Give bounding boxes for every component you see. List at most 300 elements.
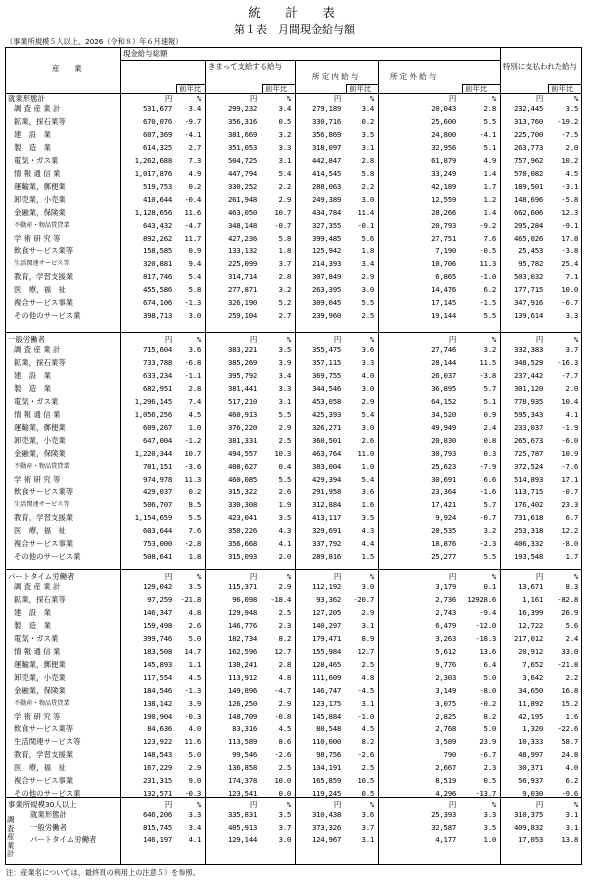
yoy-value: 10.4 bbox=[561, 396, 578, 406]
yoy-value: -18.4 bbox=[270, 594, 291, 604]
yen-value: 129,144 bbox=[227, 835, 257, 845]
yen-value: 315,093 bbox=[227, 552, 257, 562]
yoy-value: 5.4 bbox=[361, 409, 374, 419]
yoy-value: 0.5 bbox=[361, 789, 374, 799]
yen-value: 413,117 bbox=[311, 513, 341, 523]
footnote: 注：産業名については、最終頁の利用上の注意５）を参照。 bbox=[6, 868, 200, 877]
unit-pct: % bbox=[369, 335, 374, 344]
yoy-value: 5.0 bbox=[483, 724, 496, 734]
yen-value: 148,709 bbox=[227, 711, 257, 721]
yen-value: 30,371 bbox=[518, 763, 543, 773]
block-divider bbox=[5, 797, 582, 798]
yen-value: 9,030 bbox=[522, 789, 543, 799]
row-label: 不動産・物品賃貸業 bbox=[14, 221, 70, 229]
yen-value: 9,924 bbox=[435, 513, 456, 523]
yen-value: 13,671 bbox=[518, 582, 543, 591]
row-label: 金融業，保険業 bbox=[14, 448, 66, 458]
yoy-header: 前年比 bbox=[349, 84, 372, 93]
row-label: 電気・ガス業 bbox=[14, 155, 59, 165]
yoy-value: 11.5 bbox=[479, 357, 496, 367]
row-label: 一般労働者 bbox=[30, 822, 67, 832]
yen-value: 381,669 bbox=[227, 129, 257, 139]
yoy-value: 2.6 bbox=[361, 435, 374, 445]
yen-value: 189,501 bbox=[513, 181, 543, 191]
block-title: 事業所規模30人以上 bbox=[8, 800, 77, 809]
yoy-value: 2.5 bbox=[361, 311, 374, 321]
yoy-header: 前年比 bbox=[551, 84, 574, 93]
yoy-value: -7.7 bbox=[561, 370, 578, 380]
yen-value: 115,371 bbox=[227, 582, 257, 591]
yen-value: 165,859 bbox=[311, 776, 341, 786]
row-label: 鉱業，採石業等 bbox=[14, 594, 66, 604]
yoy-value: 0.5 bbox=[483, 776, 496, 786]
yoy-value: 12.3 bbox=[561, 207, 578, 217]
yoy-value: -13.7 bbox=[475, 789, 496, 799]
yoy-value: -1.3 bbox=[184, 685, 201, 695]
yen-value: 347,916 bbox=[513, 298, 543, 308]
yoy-value: 2.0 bbox=[565, 142, 578, 152]
yoy-value: -0.3 bbox=[184, 711, 201, 721]
row-label: 卸売業，小売業 bbox=[14, 672, 66, 682]
yoy-value: 3.3 bbox=[565, 311, 578, 321]
yoy-value: 2.2 bbox=[565, 672, 578, 682]
yen-value: 633,234 bbox=[142, 370, 172, 380]
row-label: 医 療，福 祉 bbox=[14, 526, 66, 536]
yoy-value: -6.0 bbox=[561, 435, 578, 445]
yoy-value: -6.8 bbox=[184, 357, 201, 367]
row-label: 調 査 産 業 計 bbox=[14, 345, 61, 354]
yen-value: 12,559 bbox=[431, 194, 456, 204]
yen-value: 2,825 bbox=[435, 711, 456, 721]
yen-value: 10,706 bbox=[431, 259, 456, 269]
yen-value: 167,229 bbox=[142, 763, 172, 773]
yen-value: 146,197 bbox=[142, 835, 172, 845]
yoy-value: 3.2 bbox=[483, 526, 496, 536]
yoy-value: 10.0 bbox=[274, 776, 291, 786]
row-label: 飲食サービス業等 bbox=[14, 724, 74, 734]
yen-value: 790 bbox=[443, 750, 456, 760]
yoy-value: 1.5 bbox=[361, 552, 374, 562]
yoy-value: 8.9 bbox=[361, 633, 374, 643]
yen-value: 4,296 bbox=[435, 789, 456, 799]
yen-value: 356,869 bbox=[311, 129, 341, 139]
unit-pct: % bbox=[286, 335, 291, 344]
row-label: パートタイム労働者 bbox=[30, 835, 97, 845]
yoy-value: 1.2 bbox=[483, 194, 496, 204]
unit-pct: % bbox=[491, 572, 496, 581]
yen-value: 113,912 bbox=[227, 672, 257, 682]
unit-yen: 円 bbox=[535, 800, 543, 809]
yen-value: 7,190 bbox=[435, 246, 456, 256]
yen-value: 145,893 bbox=[142, 659, 172, 669]
yoy-value: 10.2 bbox=[561, 155, 578, 165]
yoy-value: 1.0 bbox=[483, 835, 496, 845]
unit-yen: 円 bbox=[249, 800, 257, 809]
yen-value: 27,746 bbox=[431, 345, 456, 354]
yen-value: 179,471 bbox=[311, 633, 341, 643]
yoy-value: 3.7 bbox=[361, 822, 374, 832]
yoy-value: 1.8 bbox=[278, 246, 291, 256]
yoy-value: 11.7 bbox=[184, 233, 201, 243]
yen-value: 514,893 bbox=[513, 474, 543, 484]
unit-pct: % bbox=[491, 94, 496, 103]
yoy-value: 26.9 bbox=[561, 607, 578, 617]
yen-value: 117,554 bbox=[142, 672, 172, 682]
yoy-value: 3.7 bbox=[278, 822, 291, 832]
yoy-value: 2.9 bbox=[361, 396, 374, 406]
yen-value: 145,884 bbox=[311, 711, 341, 721]
yoy-value: 0.2 bbox=[361, 116, 374, 126]
yoy-value: 3.5 bbox=[565, 104, 578, 113]
yoy-value: -2.8 bbox=[184, 539, 201, 549]
yen-value: 603,644 bbox=[142, 526, 172, 536]
row-label: 製 造 業 bbox=[14, 142, 51, 152]
side-label: 調査産業計 bbox=[7, 815, 15, 858]
yoy-value: 11.6 bbox=[184, 207, 201, 217]
yen-value: 506,707 bbox=[142, 500, 172, 510]
yen-value: 295,284 bbox=[513, 220, 543, 230]
yen-value: 32,587 bbox=[431, 822, 456, 832]
yoy-value: 23.9 bbox=[479, 737, 496, 747]
yen-value: 249,389 bbox=[311, 194, 341, 204]
unit-yen: 円 bbox=[164, 94, 172, 103]
yen-value: 132,571 bbox=[142, 789, 172, 799]
yoy-value: 1.7 bbox=[565, 552, 578, 562]
yoy-value: 7.1 bbox=[565, 272, 578, 282]
yoy-value: 3.3 bbox=[278, 142, 291, 152]
yen-value: 2,743 bbox=[435, 607, 456, 617]
row-label: 情 報 通 信 業 bbox=[14, 168, 61, 178]
yen-value: 781,151 bbox=[142, 461, 172, 471]
yoy-value: 10.9 bbox=[561, 448, 578, 458]
yoy-value: 8.3 bbox=[565, 582, 578, 591]
yoy-value: 5.5 bbox=[188, 513, 201, 523]
yen-value: 233,037 bbox=[513, 422, 543, 432]
yen-value: 138,142 bbox=[142, 698, 172, 708]
yoy-value: -12.0 bbox=[475, 620, 496, 630]
yoy-value: 1.9 bbox=[278, 500, 291, 510]
yen-value: 113,715 bbox=[513, 487, 543, 497]
yen-value: 409,832 bbox=[513, 822, 543, 832]
yen-value: 217,012 bbox=[513, 633, 543, 643]
yoy-value: 14.7 bbox=[184, 646, 201, 656]
yoy-value: 11.4 bbox=[357, 207, 374, 217]
yoy-value: -1.1 bbox=[184, 370, 201, 380]
row-label: 不動産・物品賃貸業 bbox=[14, 462, 70, 470]
yoy-value: 11.3 bbox=[184, 474, 201, 484]
yen-value: 6,479 bbox=[435, 620, 456, 630]
yoy-value: 8.2 bbox=[278, 633, 291, 643]
yoy-value: 11.6 bbox=[184, 737, 201, 747]
yoy-value: 4.1 bbox=[565, 409, 578, 419]
yen-value: 399,746 bbox=[142, 633, 172, 643]
row-label: 学 術 研 究 等 bbox=[14, 711, 61, 721]
yen-value: 2,768 bbox=[435, 724, 456, 734]
yen-value: 5,612 bbox=[435, 646, 456, 656]
yoy-value: 4.1 bbox=[278, 539, 291, 549]
yen-value: 315,322 bbox=[227, 487, 257, 497]
yen-value: 3,075 bbox=[435, 698, 456, 708]
yen-value: 674,106 bbox=[142, 298, 172, 308]
yen-value: 455,586 bbox=[142, 285, 172, 295]
yoy-value: 3.4 bbox=[278, 370, 291, 380]
yoy-value: 2.0 bbox=[565, 383, 578, 393]
yoy-value: 3.6 bbox=[361, 810, 374, 819]
yoy-value: 3.2 bbox=[278, 129, 291, 139]
yoy-value: 5.5 bbox=[361, 298, 374, 308]
yen-value: 3,589 bbox=[435, 737, 456, 747]
yen-value: 11,892 bbox=[518, 698, 543, 708]
divider bbox=[346, 84, 347, 93]
divider bbox=[205, 60, 500, 61]
yoy-value: 2.8 bbox=[188, 383, 201, 393]
yoy-value: 6.2 bbox=[565, 776, 578, 786]
yen-value: 434,784 bbox=[311, 207, 341, 217]
yoy-value: 16.8 bbox=[561, 685, 578, 695]
yoy-value: 1.6 bbox=[361, 500, 374, 510]
yen-value: 731,618 bbox=[513, 513, 543, 523]
yoy-value: -22.6 bbox=[557, 724, 578, 734]
divider bbox=[548, 84, 549, 93]
yoy-value: 2.2 bbox=[361, 181, 374, 191]
yoy-value: 8.2 bbox=[483, 711, 496, 721]
yoy-value: -4.1 bbox=[479, 129, 496, 139]
yen-value: 24,800 bbox=[431, 129, 456, 139]
yoy-value: -1.3 bbox=[184, 298, 201, 308]
yen-value: 1,262,688 bbox=[134, 155, 172, 165]
yen-value: 30,691 bbox=[431, 474, 456, 484]
yoy-value: 3.1 bbox=[565, 822, 578, 832]
unit-yen: 円 bbox=[333, 94, 341, 103]
yen-value: 289,816 bbox=[311, 552, 341, 562]
yoy-value: 3.5 bbox=[483, 822, 496, 832]
yoy-value: -4.7 bbox=[274, 685, 291, 695]
yen-value: 14,476 bbox=[431, 285, 456, 295]
yoy-value: 3.0 bbox=[188, 311, 201, 321]
yoy-value: 2.5 bbox=[361, 659, 374, 669]
yen-value: 508,641 bbox=[142, 552, 172, 562]
yoy-value: -9.6 bbox=[561, 789, 578, 799]
yoy-value: 2.4 bbox=[565, 633, 578, 643]
unit-pct: % bbox=[196, 800, 201, 809]
yen-value: 310,438 bbox=[311, 810, 341, 819]
yen-value: 25,277 bbox=[431, 552, 456, 562]
yoy-value: 4.1 bbox=[188, 835, 201, 845]
yoy-value: 3.0 bbox=[278, 835, 291, 845]
row-label: 金融業，保険業 bbox=[14, 685, 66, 695]
yoy-value: -9.1 bbox=[561, 220, 578, 230]
yoy-value: -2.6 bbox=[274, 750, 291, 760]
yoy-value: 1.7 bbox=[483, 181, 496, 191]
yoy-value: 17.1 bbox=[561, 474, 578, 484]
yen-value: 80,548 bbox=[316, 724, 341, 734]
yen-value: 190,904 bbox=[142, 711, 172, 721]
yen-value: 385,269 bbox=[227, 357, 257, 367]
yoy-value: 15.2 bbox=[561, 698, 578, 708]
yoy-value: 5.0 bbox=[188, 633, 201, 643]
yen-value: 146,776 bbox=[227, 620, 257, 630]
yen-value: 1,154,659 bbox=[134, 513, 172, 523]
yen-value: 4,177 bbox=[435, 835, 456, 845]
yen-value: 398,713 bbox=[142, 311, 172, 321]
yen-value: 355,475 bbox=[311, 345, 341, 354]
yoy-value: 3.5 bbox=[278, 345, 291, 354]
yen-value: 97,259 bbox=[147, 594, 172, 604]
yoy-value: 2.7 bbox=[278, 311, 291, 321]
yoy-value: 2.5 bbox=[278, 763, 291, 773]
yoy-value: 1.1 bbox=[188, 659, 201, 669]
yoy-value: 3.1 bbox=[278, 396, 291, 406]
yen-value: 17,053 bbox=[518, 835, 543, 845]
unit-yen: 円 bbox=[164, 572, 172, 581]
yoy-value: 2.9 bbox=[188, 763, 201, 773]
row-label: 複合サービス事業 bbox=[14, 776, 74, 786]
contractual-header: きまって支給する給与 bbox=[208, 62, 282, 71]
yoy-value: 3.5 bbox=[188, 582, 201, 591]
yen-value: 3,149 bbox=[435, 685, 456, 695]
yoy-value: 5.5 bbox=[278, 409, 291, 419]
yen-value: 2,736 bbox=[435, 594, 456, 604]
yen-value: 146,347 bbox=[142, 607, 172, 617]
yen-value: 595,343 bbox=[513, 409, 543, 419]
yoy-value: 33.0 bbox=[561, 646, 578, 656]
yen-value: 725,787 bbox=[513, 448, 543, 458]
yoy-value: 3.5 bbox=[278, 513, 291, 523]
unit-pct: % bbox=[286, 572, 291, 581]
yoy-value: 3.6 bbox=[188, 345, 201, 354]
yen-value: 158,585 bbox=[142, 246, 172, 256]
yen-value: 56,937 bbox=[518, 776, 543, 786]
yen-value: 12,722 bbox=[518, 620, 543, 630]
yen-value: 312,884 bbox=[311, 500, 341, 510]
scheduled-header: 所 定 内 給 与 bbox=[312, 72, 359, 81]
row-label: 調 査 産 業 計 bbox=[14, 104, 61, 113]
yen-value: 149,896 bbox=[227, 685, 257, 695]
yen-value: 753,000 bbox=[142, 539, 172, 549]
yen-value: 350,226 bbox=[227, 526, 257, 536]
yen-value: 239,960 bbox=[311, 311, 341, 321]
yoy-value: 10.7 bbox=[274, 207, 291, 217]
yoy-value: -0.4 bbox=[184, 194, 201, 204]
yoy-value: -21.8 bbox=[557, 659, 578, 669]
row-label: 情 報 通 信 業 bbox=[14, 409, 61, 419]
yen-value: 662,606 bbox=[513, 207, 543, 217]
yoy-value: -1.0 bbox=[479, 272, 496, 282]
yen-value: 9,776 bbox=[435, 659, 456, 669]
row-label: 医 療，福 祉 bbox=[14, 763, 66, 773]
yen-value: 460,913 bbox=[227, 409, 257, 419]
yoy-value: 5.5 bbox=[278, 474, 291, 484]
yen-value: 183,508 bbox=[142, 646, 172, 656]
yoy-value: 5.1 bbox=[483, 142, 496, 152]
yen-value: 16,399 bbox=[518, 607, 543, 617]
yoy-value: 25.4 bbox=[561, 259, 578, 269]
yen-value: 129,948 bbox=[227, 607, 257, 617]
yen-value: 2,667 bbox=[435, 763, 456, 773]
yen-value: 134,191 bbox=[311, 763, 341, 773]
yoy-value: 4.9 bbox=[483, 155, 496, 165]
yen-value: 99,546 bbox=[232, 750, 257, 760]
yoy-value: -16.3 bbox=[557, 357, 578, 367]
yen-value: 111,609 bbox=[311, 672, 341, 682]
yoy-value: 11.3 bbox=[479, 259, 496, 269]
yoy-value: 3.5 bbox=[361, 513, 374, 523]
yoy-value: 7.6 bbox=[188, 526, 201, 536]
yen-value: 682,951 bbox=[142, 383, 172, 393]
unit-pct: % bbox=[369, 572, 374, 581]
yoy-value: 5.5 bbox=[483, 552, 496, 562]
yoy-value: 2.6 bbox=[278, 487, 291, 497]
yoy-value: 7.4 bbox=[188, 396, 201, 406]
yoy-value: 3.3 bbox=[188, 810, 201, 819]
yoy-value: 2.2 bbox=[278, 181, 291, 191]
yen-value: 326,271 bbox=[311, 422, 341, 432]
yen-value: 133,132 bbox=[227, 246, 257, 256]
yen-value: 376,220 bbox=[227, 422, 257, 432]
yen-value: 288,063 bbox=[311, 181, 341, 191]
block-divider bbox=[5, 332, 582, 333]
yen-value: 17,145 bbox=[431, 298, 456, 308]
block-title: パートタイム労働者 bbox=[8, 572, 75, 581]
yen-value: 313,760 bbox=[513, 116, 543, 126]
yoy-value: 0.5 bbox=[278, 116, 291, 126]
yen-value: 19,144 bbox=[431, 311, 456, 321]
yen-value: 162,596 bbox=[227, 646, 257, 656]
unit-yen: 円 bbox=[448, 800, 456, 809]
yen-value: 531,677 bbox=[142, 104, 172, 113]
yoy-value: 58.7 bbox=[561, 737, 578, 747]
yen-value: 1,017,876 bbox=[134, 168, 172, 178]
yen-value: 670,076 bbox=[142, 116, 172, 126]
yoy-value: 5.0 bbox=[483, 672, 496, 682]
yoy-value: 5.7 bbox=[483, 383, 496, 393]
yen-value: 231,315 bbox=[142, 776, 172, 786]
yoy-value: 3.6 bbox=[361, 345, 374, 354]
yen-value: 279,189 bbox=[311, 104, 341, 113]
yoy-value: -2.6 bbox=[357, 750, 374, 760]
yen-value: 110,000 bbox=[311, 737, 341, 747]
yen-value: 318,097 bbox=[311, 142, 341, 152]
yoy-value: -1.2 bbox=[184, 435, 201, 445]
yoy-value: -4.5 bbox=[357, 685, 374, 695]
yen-value: 504,725 bbox=[227, 155, 257, 165]
unit-yen: 円 bbox=[448, 335, 456, 344]
yoy-value: -18.3 bbox=[475, 633, 496, 643]
yoy-value: 0.0 bbox=[278, 789, 291, 799]
yoy-value: -0.5 bbox=[479, 246, 496, 256]
yoy-value: -1.0 bbox=[357, 711, 374, 721]
row-label: 電気・ガス業 bbox=[14, 396, 59, 406]
row-label: 電気・ガス業 bbox=[14, 633, 59, 643]
yen-value: 176,402 bbox=[513, 500, 543, 510]
yen-value: 225,700 bbox=[513, 129, 543, 139]
row-label: 学 術 研 究 等 bbox=[14, 233, 61, 243]
yoy-value: 12928.6 bbox=[466, 594, 496, 604]
yoy-value: 12.7 bbox=[357, 646, 374, 656]
yoy-value: -8.0 bbox=[561, 539, 578, 549]
row-label: 金融業，保険業 bbox=[14, 207, 66, 217]
industry-header: 産 業 bbox=[52, 64, 82, 73]
yoy-value: -0.7 bbox=[561, 487, 578, 497]
yoy-header: 前年比 bbox=[465, 84, 488, 93]
yoy-value: 11.0 bbox=[357, 448, 374, 458]
yen-value: 36,895 bbox=[431, 383, 456, 393]
special-header: 特別に支払われた給与 bbox=[503, 62, 577, 71]
yen-value: 25,453 bbox=[518, 246, 543, 256]
yen-value: 408,627 bbox=[227, 461, 257, 471]
unit-pct: % bbox=[369, 800, 374, 809]
yoy-value: 4.9 bbox=[188, 168, 201, 178]
